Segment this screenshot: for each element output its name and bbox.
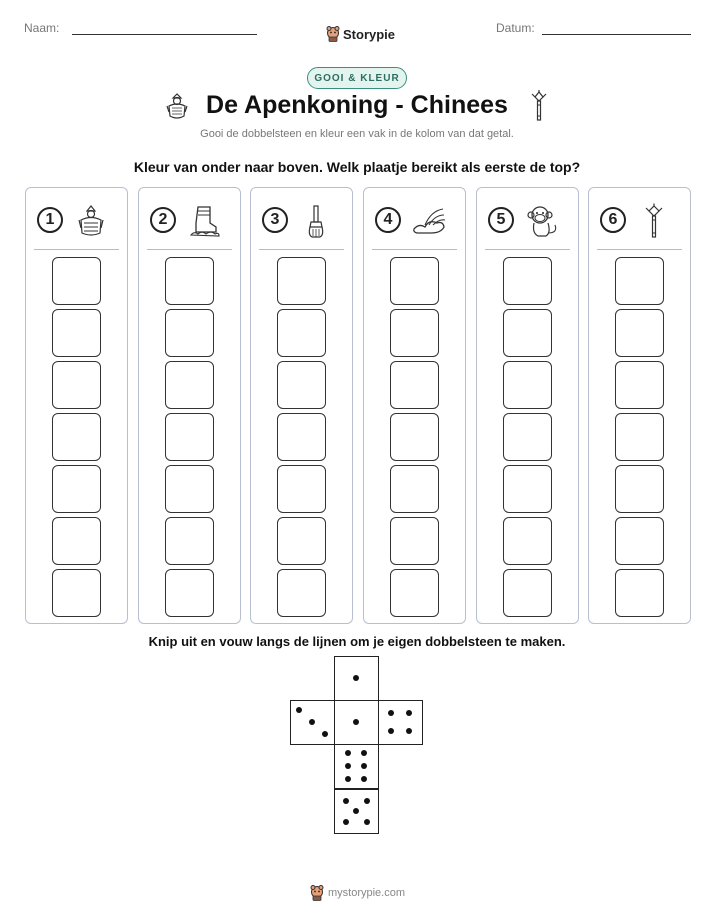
column-header xyxy=(37,203,117,239)
color-cell[interactable] xyxy=(503,361,552,409)
die-pip xyxy=(343,819,349,825)
color-cell[interactable] xyxy=(615,517,664,565)
die-pip xyxy=(296,707,302,713)
column-divider xyxy=(372,249,457,250)
color-cell[interactable] xyxy=(390,361,439,409)
color-cell[interactable] xyxy=(503,309,552,357)
column-header xyxy=(488,203,568,239)
color-cell[interactable] xyxy=(390,309,439,357)
color-cell[interactable] xyxy=(277,569,326,617)
color-cell[interactable] xyxy=(615,569,664,617)
color-cell[interactable] xyxy=(390,413,439,461)
monkey-icon xyxy=(524,203,560,239)
color-cell[interactable] xyxy=(503,569,552,617)
die-pip xyxy=(364,819,370,825)
color-cell[interactable] xyxy=(615,309,664,357)
column-header xyxy=(600,203,680,239)
column-number: 5 xyxy=(488,207,514,233)
header-bar xyxy=(0,14,714,44)
column-5 xyxy=(476,187,579,624)
color-cell[interactable] xyxy=(52,569,101,617)
color-cell[interactable] xyxy=(390,569,439,617)
cut-instruction: Knip uit en vouw langs de lijnen om je eigen dobbelsteen te maken. xyxy=(148,634,566,649)
die-face-1 xyxy=(334,700,379,745)
die-pip xyxy=(388,710,394,716)
column-divider xyxy=(147,249,232,250)
column-header xyxy=(375,203,455,239)
column-2 xyxy=(138,187,241,624)
color-cell[interactable] xyxy=(615,465,664,513)
color-cell[interactable] xyxy=(277,361,326,409)
column-header xyxy=(262,203,342,239)
color-cell[interactable] xyxy=(503,257,552,305)
die-pip xyxy=(361,763,367,769)
color-cell[interactable] xyxy=(165,257,214,305)
die-pip xyxy=(406,728,412,734)
color-cell[interactable] xyxy=(277,413,326,461)
column-divider xyxy=(597,249,682,250)
color-cell[interactable] xyxy=(52,413,101,461)
die-face-1 xyxy=(334,656,379,701)
color-cell[interactable] xyxy=(165,569,214,617)
color-cell[interactable] xyxy=(165,309,214,357)
storypie-mascot-icon xyxy=(326,26,340,42)
color-cell[interactable] xyxy=(52,361,101,409)
brand-logo xyxy=(326,26,395,42)
color-cell[interactable] xyxy=(503,413,552,461)
column-divider xyxy=(34,249,119,250)
date-line xyxy=(542,34,691,35)
column-number: 4 xyxy=(375,207,401,233)
die-pip xyxy=(353,675,359,681)
color-cell[interactable] xyxy=(503,465,552,513)
column-3 xyxy=(250,187,353,624)
die-pip xyxy=(353,719,359,725)
color-cell[interactable] xyxy=(52,309,101,357)
die-face-4 xyxy=(378,700,423,745)
column-4 xyxy=(363,187,466,624)
color-cell[interactable] xyxy=(615,413,664,461)
color-cell[interactable] xyxy=(52,465,101,513)
cloud-boot-icon xyxy=(186,203,222,239)
die-pip xyxy=(361,776,367,782)
name-label: Naam: xyxy=(24,21,60,35)
die-pip xyxy=(364,798,370,804)
column-number: 1 xyxy=(37,207,63,233)
color-cell[interactable] xyxy=(165,465,214,513)
color-cell[interactable] xyxy=(165,413,214,461)
column-number: 6 xyxy=(600,207,626,233)
color-cell[interactable] xyxy=(52,257,101,305)
column-1 xyxy=(25,187,128,624)
page-title: De Apenkoning - Chinees xyxy=(206,91,508,119)
color-cell[interactable] xyxy=(390,257,439,305)
magic-staff-icon xyxy=(636,203,672,239)
color-cell[interactable] xyxy=(615,361,664,409)
die-pip xyxy=(345,750,351,756)
armored-warrior-icon xyxy=(73,203,109,239)
column-number: 3 xyxy=(262,207,288,233)
subtitle: Gooi de dobbelsteen en kleur een vak in de kolom van dat getal. xyxy=(200,128,514,140)
color-cell[interactable] xyxy=(390,465,439,513)
color-cell[interactable] xyxy=(277,465,326,513)
color-cell[interactable] xyxy=(277,309,326,357)
color-cell[interactable] xyxy=(277,257,326,305)
die-face-3 xyxy=(290,700,335,745)
brand-name: Storypie xyxy=(343,26,396,42)
column-6 xyxy=(588,187,691,624)
footer xyxy=(310,885,405,901)
storypie-mascot-icon xyxy=(310,885,324,901)
die-pip xyxy=(309,719,315,725)
column-divider xyxy=(485,249,570,250)
column-number: 2 xyxy=(150,207,176,233)
column-divider xyxy=(259,249,344,250)
column-header xyxy=(150,203,230,239)
color-cell[interactable] xyxy=(165,517,214,565)
die-face-6 xyxy=(334,744,379,789)
color-cell[interactable] xyxy=(52,517,101,565)
color-cell[interactable] xyxy=(165,361,214,409)
die-face-5 xyxy=(334,789,379,834)
die-pip xyxy=(343,798,349,804)
footer-url: mystorypie.com xyxy=(328,887,406,899)
brush-icon xyxy=(298,203,334,239)
name-line xyxy=(72,34,257,35)
die-pip xyxy=(353,808,359,814)
die-pip xyxy=(388,728,394,734)
flying-cloud-icon xyxy=(411,203,447,239)
activity-badge: GOOI & KLEUR xyxy=(307,67,407,89)
color-cell[interactable] xyxy=(390,517,439,565)
staff-title-icon xyxy=(528,90,550,122)
die-pip xyxy=(322,731,328,737)
die-pip xyxy=(361,750,367,756)
die-pip xyxy=(406,710,412,716)
color-cell[interactable] xyxy=(503,517,552,565)
color-cell[interactable] xyxy=(277,517,326,565)
color-cell[interactable] xyxy=(615,257,664,305)
date-label: Datum: xyxy=(496,21,535,35)
die-pip xyxy=(345,776,351,782)
die-pip xyxy=(345,763,351,769)
instruction: Kleur van onder naar boven. Welk plaatje bereikt als eerste de top? xyxy=(133,159,581,175)
